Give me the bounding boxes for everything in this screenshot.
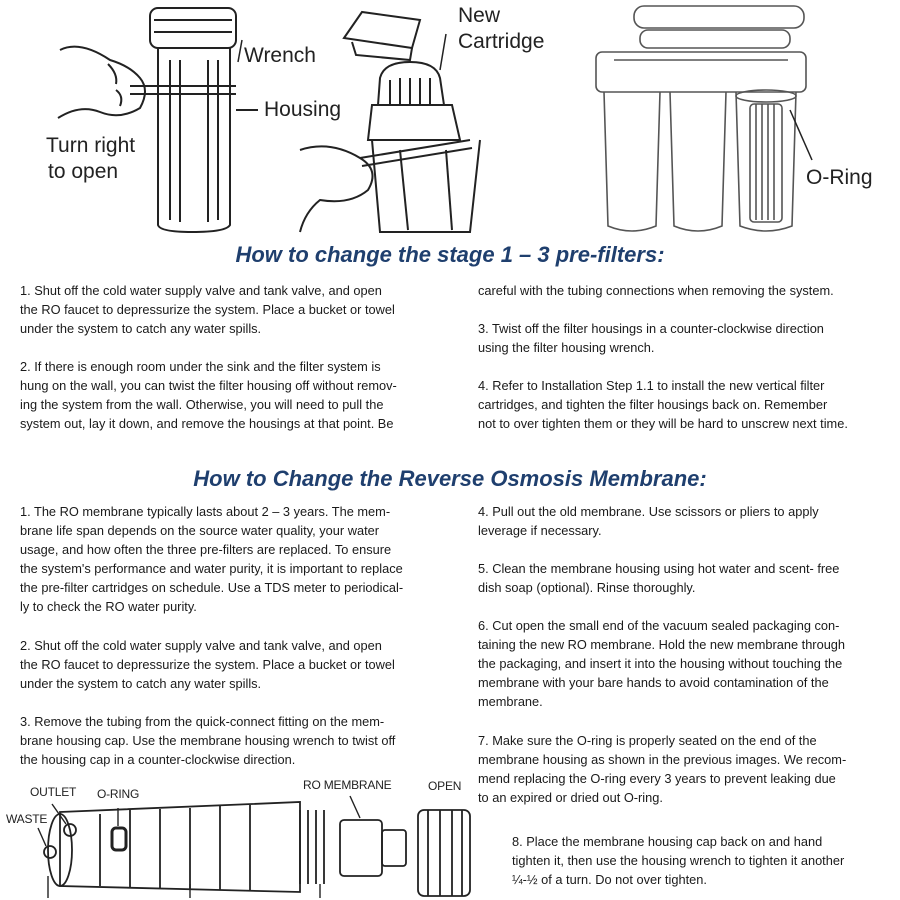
- prefilter-step-2: 2. If there is enough room under the sink and the filter system is hung on the wall, you can twist the filter housing off without remov- ing the system from the wall. Otherwise, you will need to pull the system out, lay it down, and remove the housings at that point. Be: [20, 359, 397, 432]
- open-label: OPEN: [428, 779, 462, 793]
- top-illustrations: [0, 0, 900, 240]
- prefilter-step-1: 1. Shut off the cold water supply valve and tank valve, and open the RO faucet to depressurize the system. Place a bucket or towel under the system to catch any water spills.: [20, 283, 395, 337]
- new-cartridge-label-line2: Cartridge: [458, 30, 545, 53]
- prefilter-step-4: 4. Refer to Installation Step 1.1 to install the new vertical filter cartridges, and tighten the filter housings back on. Remember not to over tighten them or they will be hard to unscrew next time.: [478, 378, 848, 432]
- membrane-step-5: 5. Clean the membrane housing using hot water and scent- free dish soap (optional). Rinse thoroughly.: [478, 561, 840, 596]
- membrane-step-8: 8. Place the membrane housing cap back on and hand tighten it, then use the housing wrench to tighten it another ¼-½ of a turn. Do not over tighten.: [512, 834, 845, 888]
- membrane-step-1: 1. The RO membrane typically lasts about 2 – 3 years. The mem- brane life span depends on the source water quality, your water usage, and how often the three pre-filters are replaced. To ensure the system's performance and water purity, it is important to replace the pre-filter cartridges on schedule. Use a TDS meter to periodical- ly to check the RO water purity.: [20, 504, 404, 615]
- membrane-step-3: 3. Remove the tubing from the quick-connect fitting on the mem- brane housing cap. Use the membrane housing wrench to twist off the housing cap in a counter-clockwise direction.: [20, 714, 396, 768]
- turn-right-label-line1: Turn right: [46, 134, 136, 157]
- membrane-step-6: 6. Cut open the small end of the vacuum sealed packaging con- taining the new RO membrane. Hold the new membrane through the packaging, and insert it into the housing without touching the membrane with your bare hands to avoid contamination of the membrane.: [478, 618, 846, 710]
- prefilter-heading: How to change the stage 1 – 3 pre-filters:: [235, 242, 665, 267]
- membrane-step-7: 7. Make sure the O-ring is properly seated on the end of the membrane housing as shown in the previous images. We recom- mend replacing the O-ring every 3 years to prevent leaking due to an expired or dried out O-ring.: [478, 733, 847, 806]
- prefilter-step-2-continued: careful with the tubing connections when removing the system.: [478, 283, 834, 298]
- new-cartridge-label-line1: New: [458, 4, 501, 27]
- membrane-step-4: 4. Pull out the old membrane. Use scissors or pliers to apply leverage if necessary.: [478, 504, 819, 539]
- ro-system-figure: [596, 6, 812, 231]
- membrane-heading: How to Change the Reverse Osmosis Membrane:: [193, 466, 707, 491]
- turn-right-label-line2: to open: [48, 160, 119, 183]
- membrane-step-2: 2. Shut off the cold water supply valve and tank valve, and open the RO faucet to depressurize the system. Place a bucket or towel under the system to catch any water spills.: [20, 638, 395, 692]
- waste-label: WASTE: [6, 812, 48, 826]
- membrane-oring-label: O-RING: [97, 787, 140, 801]
- oring-label: O-Ring: [806, 166, 873, 189]
- filter-housing-figure: [58, 8, 258, 232]
- outlet-label: OUTLET: [30, 785, 77, 799]
- new-cartridge-figure: [300, 12, 480, 232]
- ro-membrane-label: RO MEMBRANE: [303, 778, 392, 792]
- prefilter-step-3: 3. Twist off the filter housings in a counter-clockwise direction using the filter housing wrench.: [478, 321, 824, 356]
- housing-label: Housing: [264, 98, 342, 121]
- wrench-label: Wrench: [244, 44, 316, 67]
